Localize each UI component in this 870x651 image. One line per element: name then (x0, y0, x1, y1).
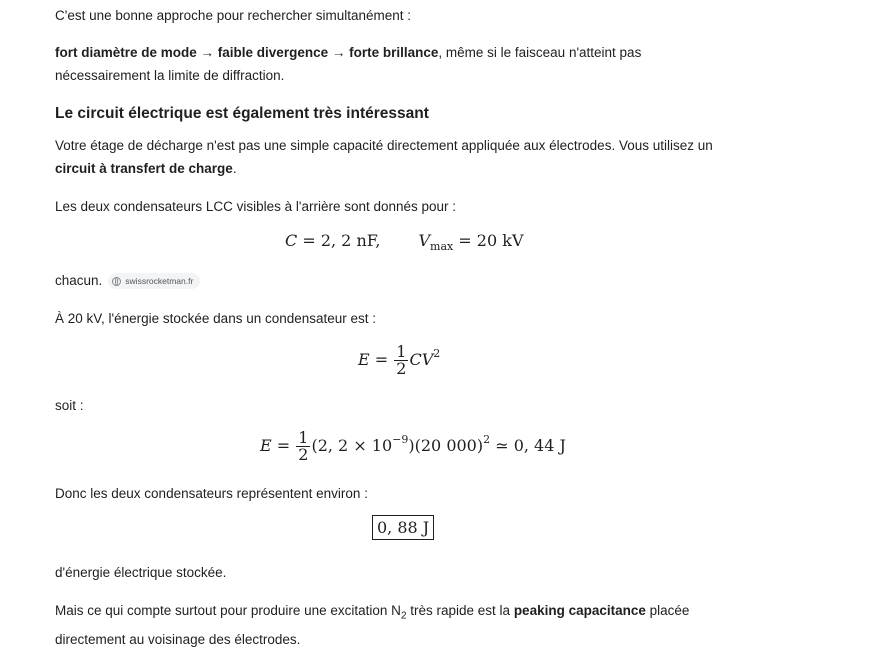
paragraph-soit: soit : (55, 398, 84, 413)
bold-divergence: faible divergence (217, 45, 329, 60)
equation-capacitance: C = 2, 2 nF, $V_{max} = 20$ kV (285, 231, 524, 253)
paragraph-capacitors: Les deux condensateurs LCC visibles à l'arrière sont donnés pour : (55, 199, 457, 214)
paragraph-each: chacun. swissrocketman.fr (55, 269, 755, 292)
equation-energy-formula: E = $\frac{1}{2}$ $CV^2$ (358, 342, 441, 378)
paragraph-intro: C'est une bonne approche pour rechercher simultanément : (55, 8, 412, 23)
source-chip[interactable]: swissrocketman.fr (108, 273, 200, 289)
paragraph-circuit: Votre étage de décharge n'est pas une simple capacité directement appliquée aux électrodes. Vous utilisez un circuit à transfert de charge. (55, 138, 713, 176)
paragraph-peaking: Mais ce qui compte surtout pour produire une excitation $N_2$ très rapide est la peaking capacitance placée directement au voisinage des électrodes. (55, 603, 690, 647)
paragraph-approach: fort diamètre de mode → faible divergence → forte brillance, même si le faisceau n'atteint pas nécessairement la limite de diffraction. (55, 45, 642, 83)
paragraph-total: Donc les deux condensateurs représentent environ : (55, 486, 368, 501)
bold-mode: fort diamètre de mode (55, 45, 197, 60)
globe-icon (112, 277, 121, 286)
paragraph-stored: d'énergie électrique stockée. (55, 565, 227, 580)
bold-peaking: peaking capacitance (513, 603, 646, 618)
equation-total-energy (372, 518, 434, 537)
equation-energy-value: E = $\frac{1}{2}$ (2, $2 \times 10^{-9})(20$ 000)$^2$ ≃ 0, 44 J (260, 428, 566, 464)
boxed-result: 0, 88 J (372, 515, 434, 540)
bold-circuit: circuit à transfert de charge (55, 161, 233, 176)
bold-brillance: forte brillance (349, 45, 439, 60)
section-heading: Le circuit électrique est également très intéressant (55, 105, 429, 122)
paragraph-energy: À 20 kV, l'énergie stockée dans un condensateur est : (55, 311, 377, 326)
